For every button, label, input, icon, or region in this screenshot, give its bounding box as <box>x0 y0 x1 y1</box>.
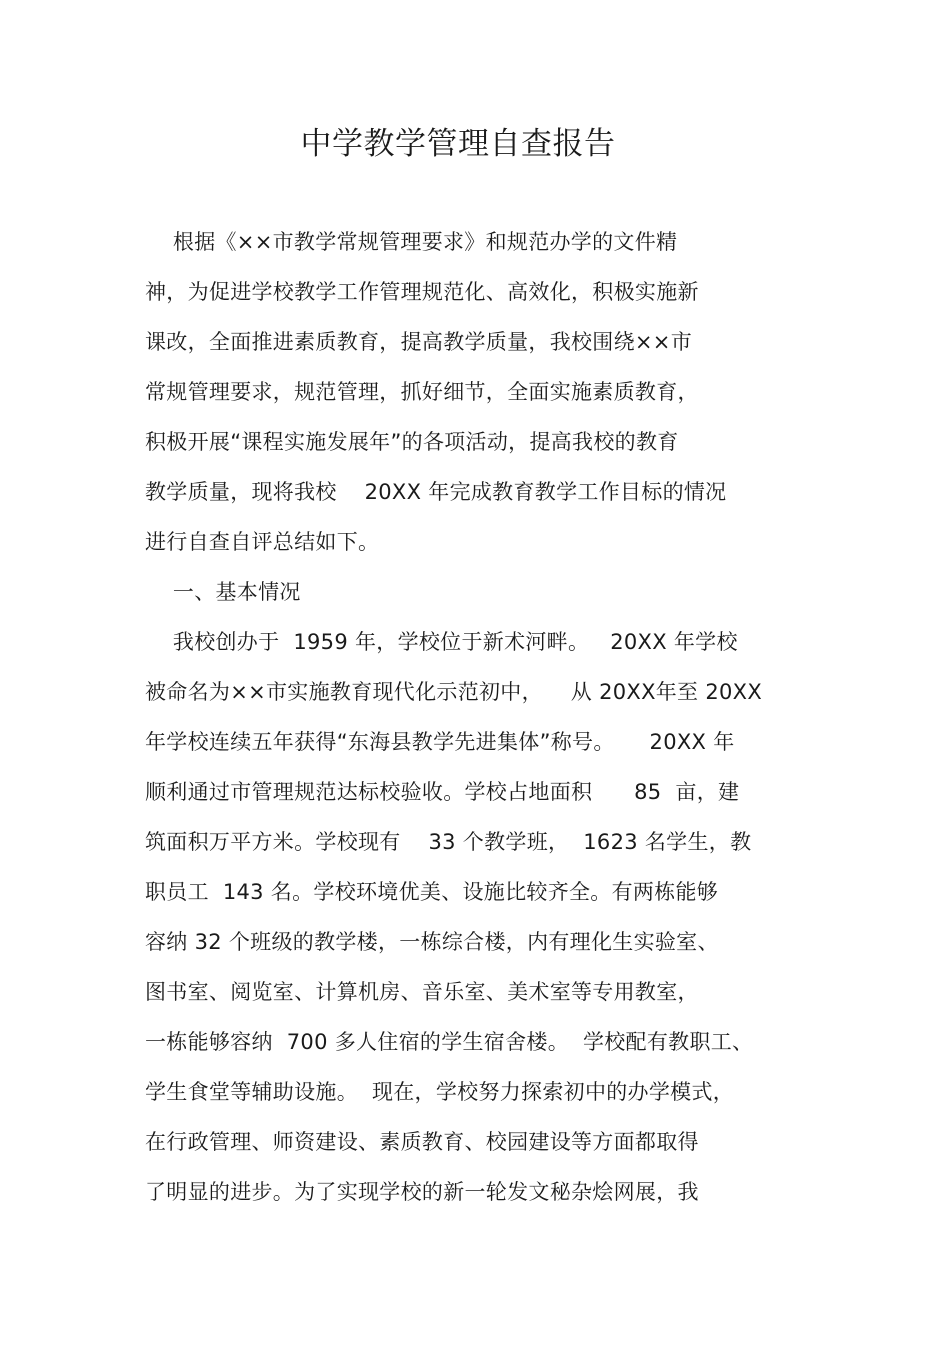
paragraph-line: 职员工 143 名。学校环境优美、设施比较齐全。有两栋能够 <box>145 880 719 904</box>
paragraph-line: 年学校连续五年获得“东海县教学先进集体”称号。 20XX 年 <box>145 730 735 754</box>
paragraph-line: 教学质量，现将我校 20XX 年完成教育教学工作目标的情况 <box>145 480 727 504</box>
paragraph-line: 被命名为××市实施教育现代化示范初中， 从 20XX年至 20XX <box>145 680 763 704</box>
paragraph-line: 在行政管理、师资建设、素质教育、校园建设等方面都取得 <box>145 1130 699 1154</box>
paragraph-line: 图书室、阅览室、计算机房、音乐室、美术室等专用教室， <box>145 980 699 1004</box>
paragraph-line: 学生食堂等辅助设施。 现在，学校努力探索初中的办学模式， <box>145 1080 735 1104</box>
paragraph-line: 筑面积万平方米。学校现有 33 个教学班， 1623 名学生，教 <box>145 830 752 854</box>
paragraph-line: 顺利通过市管理规范达标校验收。学校占地面积 85 亩，建 <box>145 780 740 804</box>
document-title: 中学教学管理自查报告 <box>300 126 616 162</box>
paragraph-line: 根据《××市教学常规管理要求》和规范办学的文件精 <box>145 230 678 254</box>
paragraph-line: 我校创办于 1959 年，学校位于新术河畔。 20XX 年学校 <box>145 630 738 654</box>
paragraph-line: 一栋能够容纳 700 多人住宿的学生宿舍楼。 学校配有教职工、 <box>145 1030 754 1054</box>
paragraph-line: 进行自查自评总结如下。 <box>145 530 380 554</box>
paragraph-line: 积极开展“课程实施发展年”的各项活动，提高我校的教育 <box>145 430 679 454</box>
paragraph-line: 了明显的进步。为了实现学校的新一轮发文秘杂烩网展，我 <box>145 1180 699 1204</box>
paragraph-line: 课改，全面推进素质教育，提高教学质量，我校围绕××市 <box>145 330 692 354</box>
paragraph-line: 容纳 32 个班级的教学楼，一栋综合楼，内有理化生实验室、 <box>145 930 719 954</box>
section-heading: 一、基本情况 <box>145 580 301 604</box>
paragraph-line: 神，为促进学校教学工作管理规范化、高效化，积极实施新 <box>145 280 699 304</box>
paragraph-line: 常规管理要求，规范管理，抓好细节，全面实施素质教育， <box>145 380 699 404</box>
